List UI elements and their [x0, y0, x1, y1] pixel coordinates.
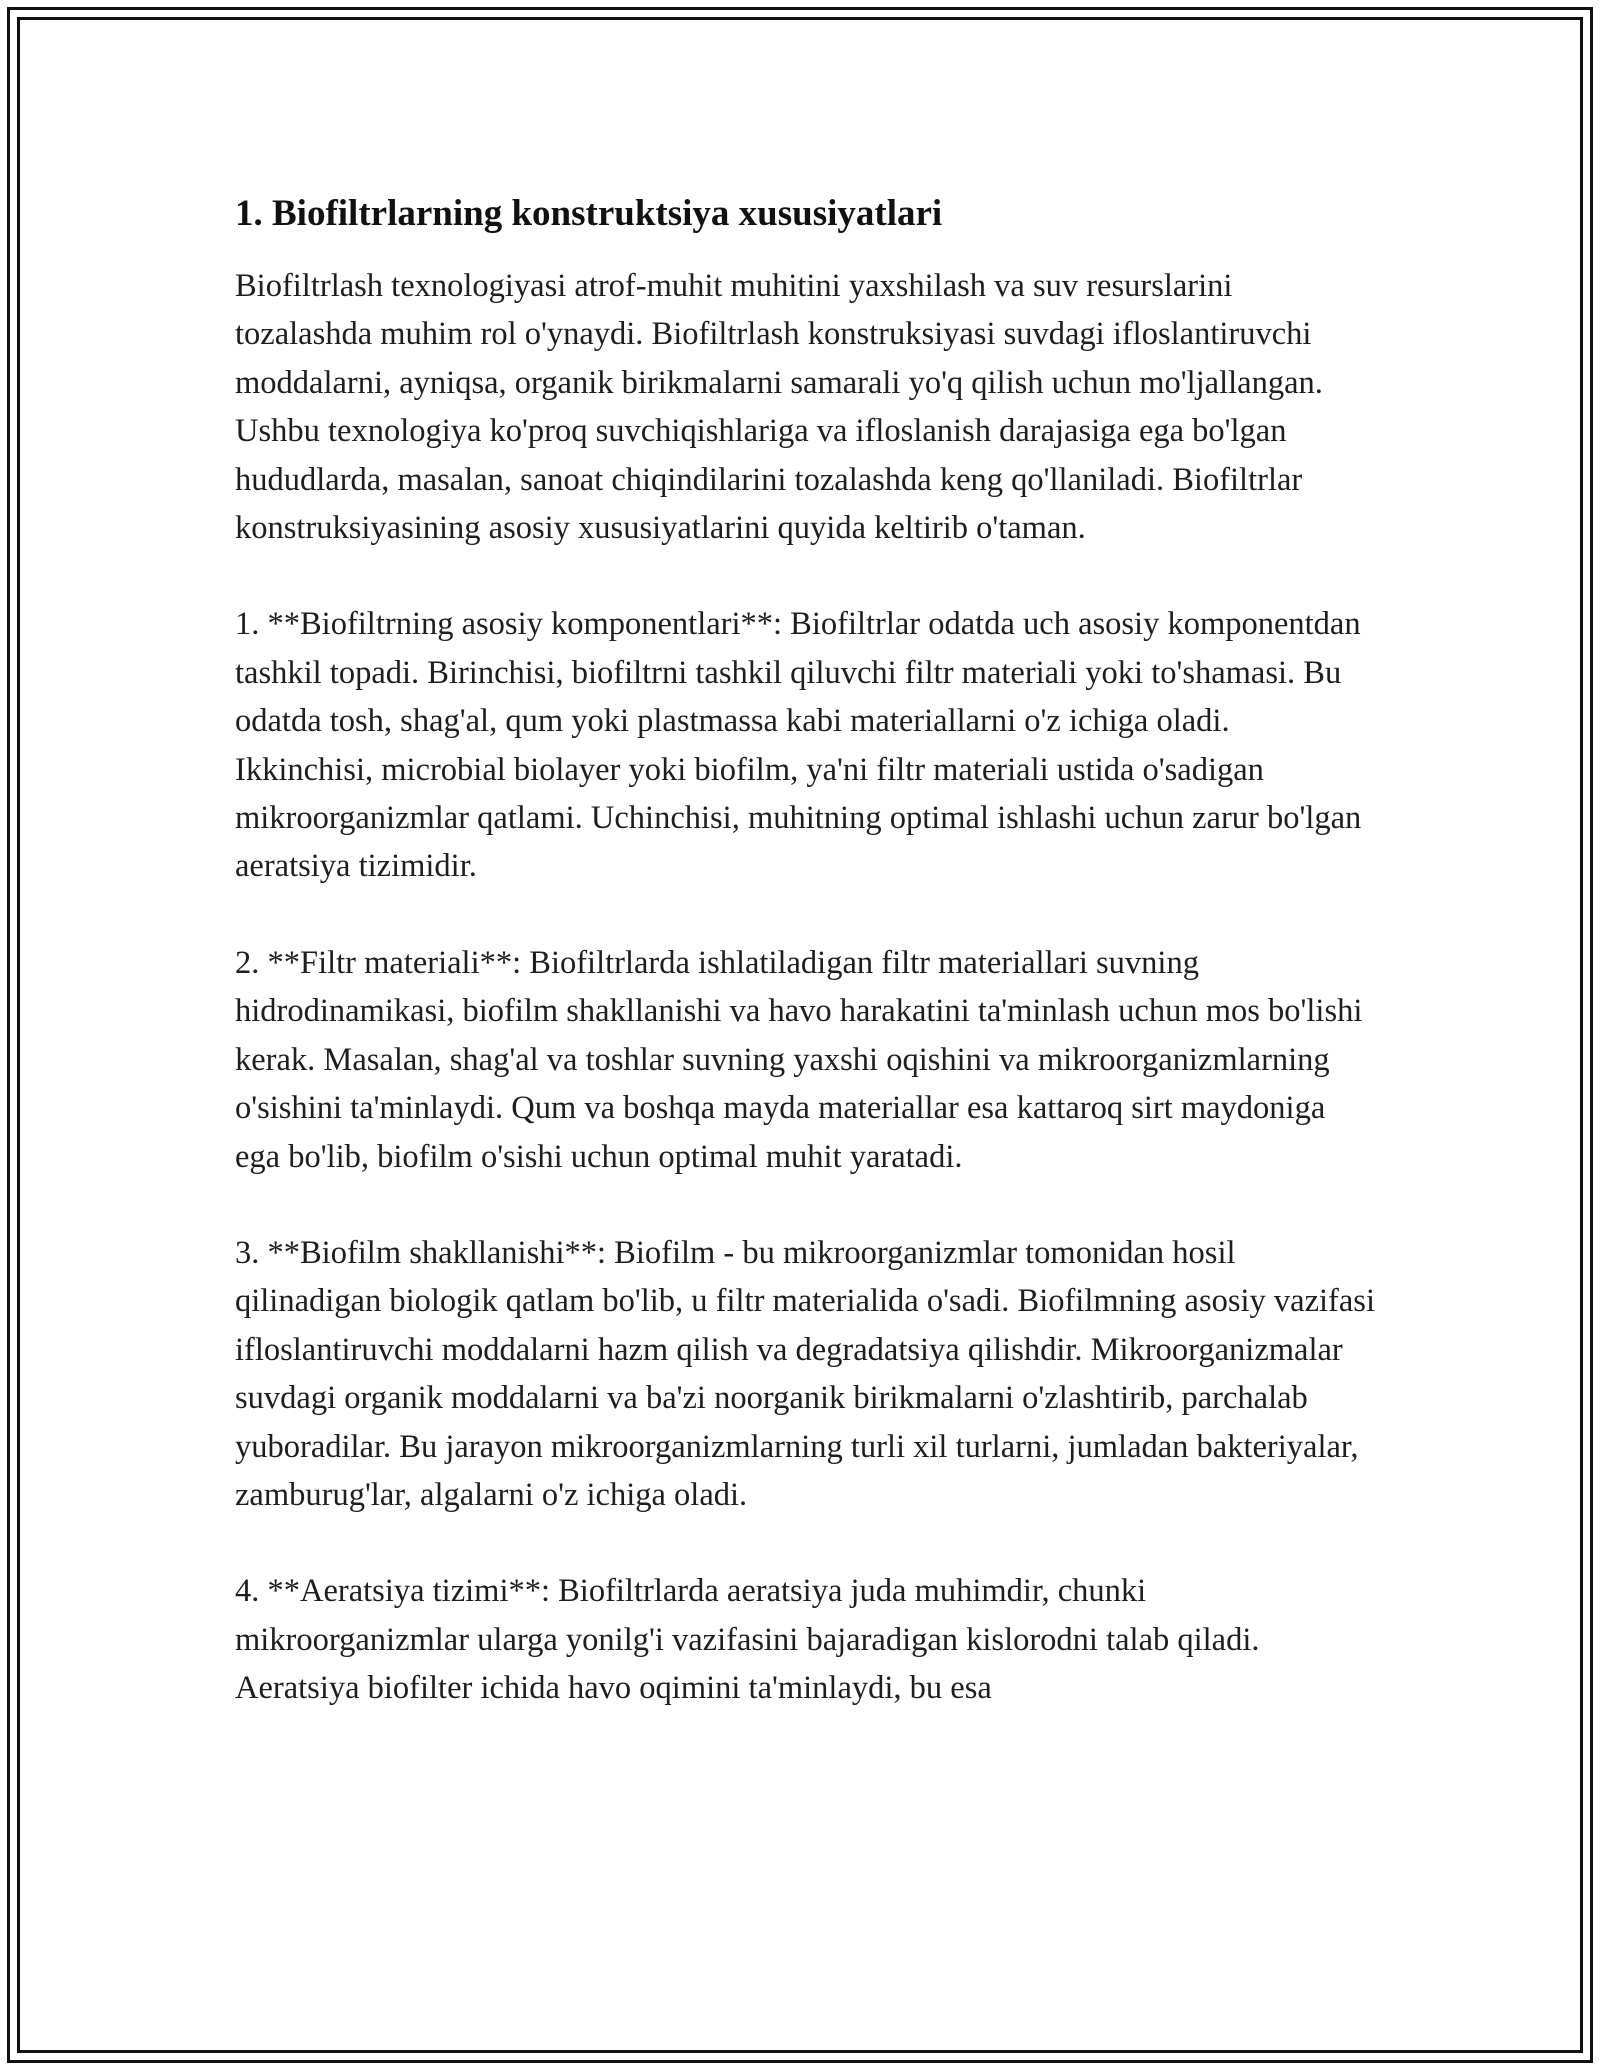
intro-paragraph: Biofiltrlash texnologiyasi atrof-muhit muhitini yaxshilash va suv resurslarini tozalashda muhim rol o'ynaydi. Biofiltrlash konstruksiyasi suvdagi ifloslantiruvchi moddalarni, ayniqsa, organik birikmalarni samarali yo'q qilish uchun mo'ljallangan. Ushbu texnologiya ko'proq suvchiqishlariga va ifloslanish darajasiga ega bo'lgan hududlarda, masalan, sanoat chiqindilarini tozalashda keng qo'llaniladi. Biofiltrlar konstruksiyasining asosiy xususiyatlarini quyida keltirib o'taman. [235, 268, 1323, 547]
section-heading: 1. Biofiltrlarning konstruktsiya xususiyatlari [235, 193, 943, 234]
paragraph-aeration: 4. **Aeratsiya tizimi**: Biofiltrlarda aeratsiya juda muhimdir, chunki mikroorganizmlar ularga yonilg'i vazifasini bajaradigan kislorodni talab qiladi. Aeratsiya biofilter ichida havo oqimini ta'minlaydi, bu esa [235, 1573, 1260, 1707]
paragraph-biofilm: 3. **Biofilm shakllanishi**: Biofilm - bu mikroorganizmlar tomonidan hosil qilinadigan biologik qatlam bo'lib, u filtr materialida o'sadi. Biofilmning asosiy vazifasi ifloslantiruvchi moddalarni hazm qilish va degradatsiya qilishdir. Mikroorganizmalar suvdagi organik moddalarni va ba'zi noorganik birikmalarni o'zlashtirib, parchalab yuboradilar. Bu jarayon mikroorganizmlarning turli xil turlarni, jumladan bakteriyalar, zamburug'lar, algalarni o'z ichiga oladi. [235, 1234, 1375, 1513]
paragraph-components: 1. **Biofiltrning asosiy komponentlari**: Biofiltrlar odatda uch asosiy komponentdan tashkil topadi. Birinchisi, biofiltrni tashkil qiluvchi filtr materiali yoki to'shamasi. Bu odatda tosh, shag'al, qum yoki plastmassa kabi materiallarni o'z ichiga oladi. Ikkinchisi, microbial biolayer yoki biofilm, ya'ni filtr materiali ustida o'sadigan mikroorganizmlar qatlami. Uchinchisi, muhitning optimal ishlashi uchun zarur bo'lgan aeratsiya tizimidir. [235, 606, 1362, 885]
paragraph-filter-material: 2. **Filtr materiali**: Biofiltrlarda ishlatiladigan filtr materiallari suvning hidrodinamikasi, biofilm shakllanishi va havo harakatini ta'minlash uchun mos bo'lishi kerak. Masalan, shag'al va toshlar suvning yaxshi oqishini va mikroorganizmlarning o'sishini ta'minlaydi. Qum va boshqa mayda materiallar esa kattaroq sirt maydoniga ega bo'lib, biofilm o'sishi uchun optimal muhit yaratadi. [235, 944, 1363, 1175]
document-body [235, 188, 1375, 1713]
